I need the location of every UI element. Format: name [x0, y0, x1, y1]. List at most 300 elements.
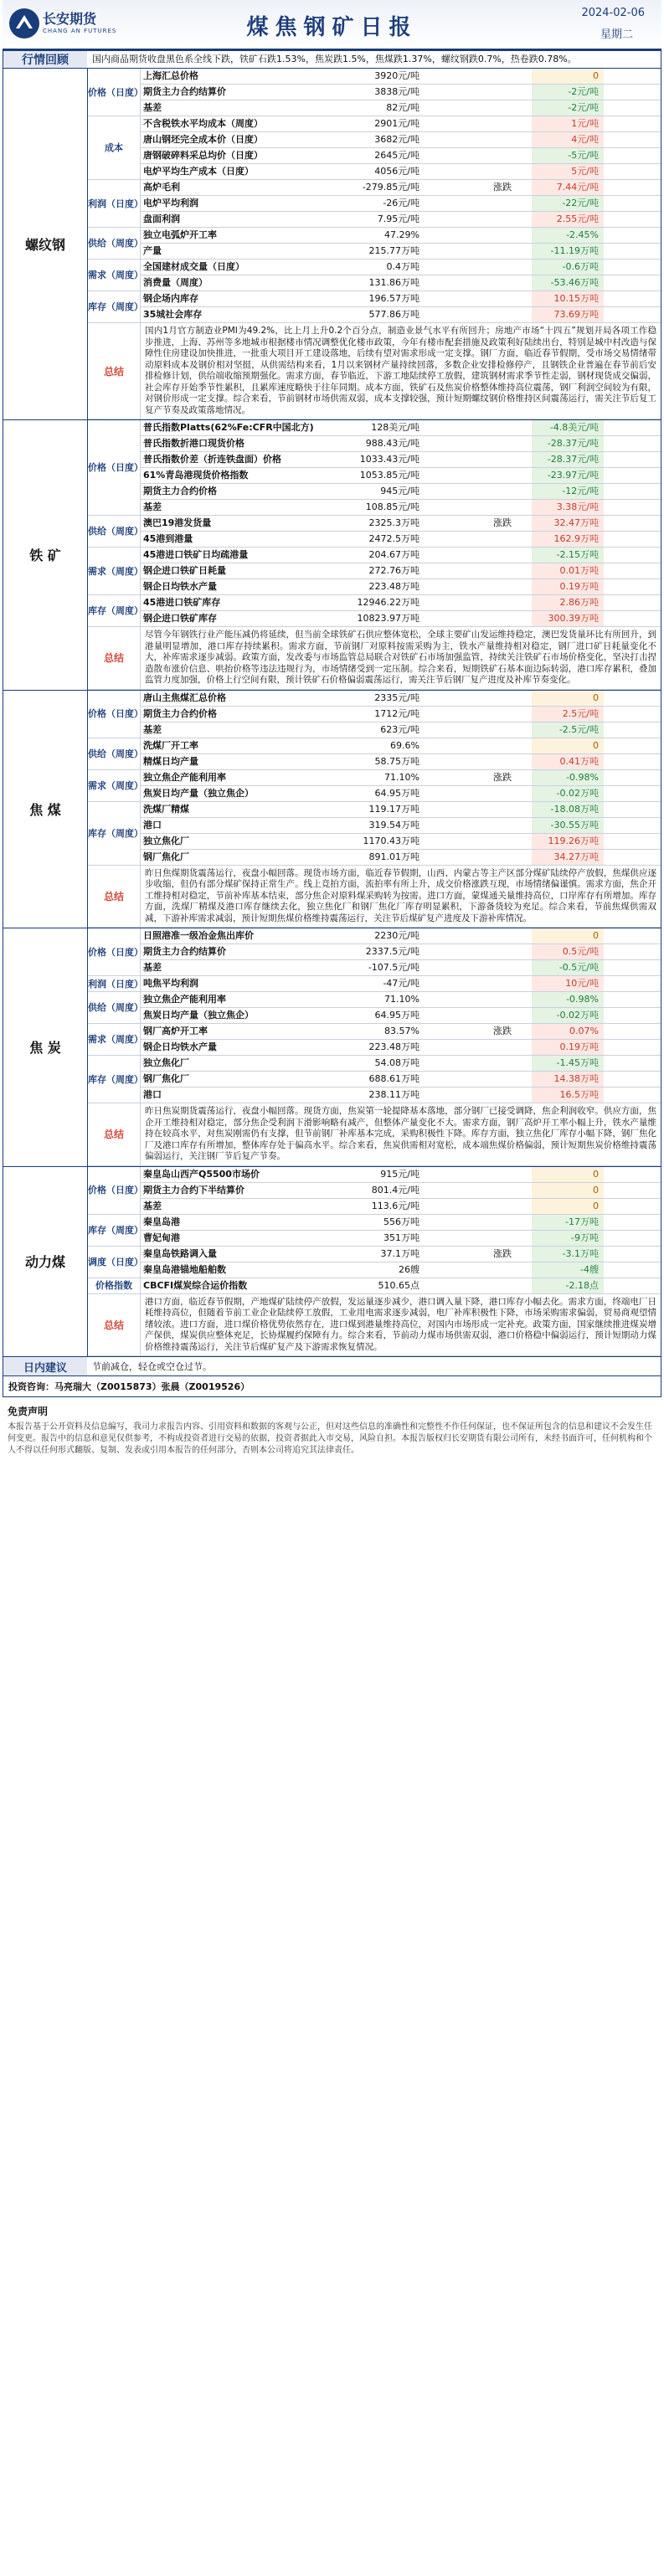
indicator-value: 688.61万吨 [368, 1073, 420, 1084]
change-tag: 涨跌 [493, 771, 512, 783]
indicator-name: 独立电弧炉开工率 [143, 229, 217, 240]
table-row [141, 834, 661, 850]
summary-label: 总结 [88, 323, 141, 419]
spacer [423, 148, 473, 163]
table-row [141, 1087, 661, 1103]
indicator-name: 唐钢破碎料采总均价（日度） [143, 150, 263, 161]
change-tag [473, 611, 532, 626]
iron-ore-section [3, 420, 661, 691]
change-tag [473, 1040, 532, 1055]
logo-text: 长安期货 [43, 11, 97, 27]
indicator-value: 1712元/吨 [374, 707, 420, 719]
table-row [141, 244, 661, 260]
table-row [141, 1024, 661, 1040]
spacer [423, 818, 473, 833]
summary-text: 国内1月官方制造业PMI为49.2%，比上月上升0.2个百分点，制造业景气水平有所回升；房地产市场“十四五”规划开局各项工作稳步推进，上海、苏州等多地城市根据楼市情况调整优化楼市政策，今年有楼市配套措施及政策利好陆续出台，特别是城中村改造与保障性住房建设加快推进，一批重大项目开工建设落地，后续有望对需求形成一定支撑。钢厂方面，临近春节假期，受市场交易情绪带动原料成本及钢价相对坚挺，从供需结构来看，1月以来钢材产量持续回落，多数企业安排检修停产，且钢铁企业普遍在春节前后安排检修计划，供给端收缩预期强化。需求方面，春节临近，下游工地陆续停工放假，建筑钢材需求季节性走弱，钢材现货成交偏弱，社会库存开始季节性累积，且累库速度略快于往年同期。成本方面，铁矿石及焦炭价格整体维持高位震荡，钢厂利润空间较为有限，对钢价形成一定支撑。综合来看，节前钢材市场供需双弱，成本支撑较强，预计短期螺纹钢价格维持区间震荡运行，需关注节后复工复产节奏及政策落地情况。 [145, 326, 656, 415]
row-group [88, 228, 661, 260]
table-row [141, 1167, 661, 1183]
indicator-value: 577.86万吨 [368, 309, 420, 320]
table-row [141, 960, 661, 976]
table-row [141, 691, 661, 707]
change-tag [473, 944, 532, 959]
summary-label: 总结 [88, 1294, 141, 1356]
table-row [141, 611, 661, 627]
indicator-value: -279.85元/吨 [362, 182, 420, 193]
category-label: 价格（日度） [88, 691, 141, 738]
summary-row [88, 323, 661, 419]
change-value: 0.19万吨 [532, 1040, 604, 1055]
indicator-value: 83.57% [384, 1026, 420, 1036]
change-tag [473, 786, 532, 801]
indicator-name: 精煤日均产量 [143, 755, 198, 767]
change-tag: 涨跌 [493, 517, 512, 528]
row-group [88, 928, 661, 976]
category-label: 价格（日度） [88, 928, 141, 976]
spacer [423, 1231, 473, 1246]
change-value: 0 [532, 691, 604, 706]
spacer [423, 244, 473, 259]
indicator-name: 高炉毛利 [143, 182, 180, 193]
change-value: -0.5元/吨 [532, 960, 604, 975]
change-tag [473, 992, 532, 1007]
spacer [423, 116, 473, 131]
spacer [423, 944, 473, 959]
indicator-name: 吨焦平均利润 [143, 978, 198, 989]
indicator-value: 71.10% [384, 771, 420, 783]
indicator-value: 3920元/吨 [374, 70, 420, 81]
change-value: 0.19万吨 [532, 579, 604, 594]
table-row [141, 1262, 661, 1278]
change-value: 4元/吨 [532, 132, 604, 147]
change-value: 0.41万吨 [532, 754, 604, 769]
change-value: 0 [532, 738, 604, 753]
indicator-name: 澳巴19港发货量 [143, 517, 212, 528]
change-tag [473, 69, 532, 84]
spacer [423, 1183, 473, 1198]
change-value: 0 [532, 1183, 604, 1198]
indicator-name: 港口 [143, 1089, 162, 1100]
indicator-value: 37.1万吨 [380, 1247, 420, 1259]
indicator-value: 108.85元/吨 [365, 501, 420, 512]
row-group [88, 291, 661, 323]
spacer [423, 516, 473, 531]
indicator-value: 58.75万吨 [374, 755, 420, 767]
change-value: -28.37元/吨 [532, 436, 604, 451]
change-value: 34.27万吨 [532, 850, 604, 865]
change-value: -1.45万吨 [532, 1056, 604, 1071]
change-tag [473, 1215, 532, 1230]
category-label: 供给（周度） [88, 516, 141, 548]
change-value: -2.18点 [532, 1278, 604, 1293]
spacer [423, 579, 473, 594]
table-row [141, 500, 661, 516]
indicator-name: 钢企进口铁矿日耗量 [143, 565, 226, 576]
table-row [141, 595, 661, 611]
row-group [88, 1056, 661, 1103]
indicator-value: 131.86万吨 [368, 277, 420, 288]
indicator-name: 独立焦企产能利用率 [143, 994, 226, 1005]
spacer [423, 722, 473, 738]
change-tag [473, 1072, 532, 1087]
change-tag [473, 484, 532, 499]
indicator-value: 1170.43万吨 [363, 835, 420, 846]
disclaimer-title: 免责声明 [8, 1406, 49, 1417]
thermal-coal-section [3, 1167, 661, 1358]
coking-coal-section [3, 691, 661, 929]
table-row [141, 85, 661, 100]
table-row [141, 1072, 661, 1087]
row-group [88, 976, 661, 992]
spacer [423, 69, 473, 84]
table-row [141, 484, 661, 500]
change-value: -2元/吨 [532, 100, 604, 116]
table-row [141, 1199, 661, 1215]
table-row [141, 850, 661, 866]
thermal-coal-section-title: 动力煤 [24, 1254, 65, 1271]
table-row [141, 180, 661, 196]
change-tag [473, 1262, 532, 1278]
category-label: 调度（日度） [88, 1247, 141, 1278]
change-tag [473, 500, 532, 515]
change-tag [473, 468, 532, 483]
change-tag [473, 1167, 532, 1182]
indicator-name: 45港进口铁矿库存 [143, 597, 221, 608]
row-group [88, 1215, 661, 1247]
change-value: 0 [532, 1199, 604, 1214]
change-tag [473, 228, 532, 243]
change-value: -23.97元/吨 [532, 468, 604, 483]
indicator-name: 不含税铁水平均成本（周度） [143, 118, 263, 129]
change-value: -3.1万吨 [532, 1247, 604, 1262]
row-group [88, 1024, 661, 1056]
indicator-name: CBCFI煤炭综合运价指数 [143, 1279, 248, 1291]
change-tag [473, 260, 532, 275]
change-tag [473, 976, 532, 991]
indicator-name: 焦炭日均产量（独立焦企） [143, 787, 254, 799]
indicator-value: 272.76万吨 [368, 565, 420, 576]
table-row [141, 275, 661, 291]
indicator-value: 26艘 [399, 1263, 420, 1275]
indicator-name: 钢厂焦化厂 [143, 1073, 189, 1084]
spacer [423, 786, 473, 801]
indicator-value: 2645元/吨 [374, 150, 420, 161]
change-value: 5元/吨 [532, 164, 604, 179]
spacer [423, 1040, 473, 1055]
change-tag [473, 738, 532, 753]
table-row [141, 928, 661, 944]
spacer [423, 802, 473, 817]
change-tag [473, 244, 532, 259]
change-tag [473, 928, 532, 944]
indicator-value: 915元/吨 [380, 1168, 420, 1180]
category-label: 价格（日度） [88, 420, 141, 516]
category-label: 供给（周度） [88, 738, 141, 770]
spacer [423, 212, 473, 227]
row-group [88, 595, 661, 627]
intraday-advice-text: 节前减仓，轻仓或空仓过节。 [92, 1361, 212, 1372]
change-tag [473, 436, 532, 451]
change-value: -0.02万吨 [532, 1008, 604, 1023]
table-row [141, 116, 661, 132]
change-value: 1元/吨 [532, 116, 604, 131]
indicator-value: 12946.22万吨 [357, 597, 420, 608]
indicator-value: 238.11万吨 [368, 1089, 420, 1100]
row-group [88, 69, 661, 116]
indicator-name: 期货主力合约结算价 [143, 946, 226, 957]
table-row [141, 1183, 661, 1199]
summary-row [88, 1103, 661, 1166]
table-row [141, 307, 661, 323]
indicator-name: 钢企日均铁水产量 [143, 581, 217, 592]
indicator-value: 128美元/吨 [371, 422, 420, 433]
spacer [423, 611, 473, 626]
row-group [88, 802, 661, 866]
indicator-value: -47元/吨 [383, 978, 420, 989]
spacer [423, 976, 473, 991]
row-group [88, 116, 661, 180]
change-value: 7.44元/吨 [532, 180, 604, 195]
indicator-name: 消费量（周度） [143, 277, 208, 288]
spacer [423, 1262, 473, 1278]
change-tag [473, 818, 532, 833]
table-row [141, 1056, 661, 1072]
spacer [423, 196, 473, 211]
spacer [423, 691, 473, 706]
change-value: 14.38万吨 [532, 1072, 604, 1087]
table-row [141, 786, 661, 802]
page-title: 煤焦钢矿日报 [246, 15, 418, 40]
change-tag [473, 595, 532, 610]
spacer [423, 436, 473, 451]
change-value: 0 [532, 928, 604, 944]
category-label: 库存（周度） [88, 1215, 141, 1247]
change-value: -2.5元/吨 [532, 722, 604, 738]
change-value: 0 [532, 1167, 604, 1182]
change-value: -2.45% [532, 228, 604, 243]
row-group [88, 738, 661, 770]
change-tag [473, 754, 532, 769]
table-row [141, 228, 661, 244]
summary-text: 昨日焦炭期货震荡运行，夜盘小幅回落。现货方面，焦炭第一轮提降基本落地，部分钢厂已接受调降，焦企利润收窄。供应方面，焦企开工维持相对稳定，部分焦企受利润下滑影响略有减产，但整体产量变化不大。需求方面，钢厂高炉开工率小幅上升，铁水产量维持在较高水平，对焦炭刚需仍有支撑，但节前钢厂补库基本完成，采购积极性下降。库存方面，独立焦化厂库存小幅下降，钢厂焦化厂及港口库存有所增加，整体库存处于偏高水平。综合来看，焦炭供需相对宽松，成本端焦煤价格偏弱，预计短期焦炭价格维持震荡偏弱运行，关注钢厂节后复产节奏。 [145, 1106, 656, 1161]
indicator-value: 113.6元/吨 [371, 1200, 420, 1211]
spacer [423, 307, 473, 322]
table-row [141, 579, 661, 595]
table-row [141, 1231, 661, 1247]
indicator-value: 215.77万吨 [368, 245, 420, 256]
spacer [423, 548, 473, 563]
change-tag [473, 420, 532, 435]
report-page [3, 0, 661, 1457]
spacer [423, 85, 473, 100]
change-value: -11.19万吨 [532, 244, 604, 259]
change-value: 10.15万吨 [532, 291, 604, 306]
change-tag [473, 1087, 532, 1103]
spacer [423, 275, 473, 291]
intraday-advice [3, 1357, 661, 1376]
change-tag [473, 85, 532, 100]
indicator-name: 洗煤厂精煤 [143, 803, 189, 815]
summary-text: 尽管今年钢铁行业产能压减仍将延续，但当前全球铁矿石供应整体宽松，全球主要矿山发运维持稳定，澳巴发货量环比有所回升，到港量明显增加，港口库存持续累积。需求方面，节前钢厂对原料按需采购为主，铁水产量维持相对稳定，钢厂进口矿日耗量变化不大，补库需求逐步减弱。政策方面，发改委与市场监管总局联合对铁矿石市场加强监管，持续关注铁矿石市场价格变化，坚决打击捏造散布涨价信息、哄抬价格等违法违规行为，市场情绪受到一定压制。综合来看，短期铁矿石基本面边际转弱，港口库存累积，叠加监管力度加强，价格上行空间有限，预计铁矿石价格偏弱震荡运行，需关注节后钢厂复产进度及补库节奏变化。 [145, 630, 656, 685]
change-tag [473, 307, 532, 322]
row-group [88, 1278, 661, 1294]
change-tag [473, 212, 532, 227]
iron-ore-table [87, 420, 661, 690]
indicator-name: 洗煤厂开工率 [143, 739, 198, 751]
category-label: 库存（周度） [88, 291, 141, 323]
indicator-value: 69.6% [390, 739, 420, 751]
change-value: 300.39万吨 [532, 611, 604, 626]
change-value: 2.86万吨 [532, 595, 604, 610]
category-label: 供给（周度） [88, 992, 141, 1024]
change-value: -28.37元/吨 [532, 452, 604, 467]
change-value: 16.5万吨 [532, 1087, 604, 1103]
indicator-value: 801.4元/吨 [371, 1184, 420, 1195]
category-label: 库存（周度） [88, 595, 141, 627]
category-label: 价格（日度） [88, 1167, 141, 1215]
table-row [141, 802, 661, 818]
coke-section [3, 928, 661, 1167]
summary-row [88, 1294, 661, 1357]
table-row [141, 468, 661, 484]
indicator-name: 基差 [143, 501, 162, 512]
indicator-value: 510.65点 [378, 1279, 420, 1291]
spacer [423, 260, 473, 275]
change-value: -2.15万吨 [532, 548, 604, 563]
indicator-value: 945元/吨 [380, 486, 420, 496]
change-tag [473, 275, 532, 291]
change-tag [473, 532, 532, 547]
table-row [141, 291, 661, 307]
category-label: 价格指数 [88, 1278, 141, 1294]
spacer [423, 707, 473, 722]
table-row [141, 420, 661, 436]
spacer [423, 834, 473, 849]
change-tag [473, 722, 532, 738]
category-label: 需求（周度） [88, 770, 141, 802]
table-row [141, 436, 661, 452]
market-review [3, 50, 661, 69]
coke-section-title: 焦 炭 [29, 1040, 61, 1057]
row-group [88, 260, 661, 291]
change-tag [473, 1008, 532, 1023]
table-row [141, 196, 661, 212]
indicator-name: 期货主力合约结算价 [143, 86, 226, 97]
indicator-value: 204.67万吨 [368, 549, 420, 560]
summary-text: 昨日焦煤期货震荡运行，夜盘小幅回落。现货市场方面，临近春节假期，山西、内蒙古等主产区部分煤矿陆续停产放假，焦煤供应逐步收缩，但仍有部分煤矿保持正常生产。线上竞拍方面，流拍率有所上升，成交价格涨跌互现，市场情绪偏谨慎。需求方面，焦企开工维持相对稳定，节前补库基本结束，部分焦企对原料煤采购转为按需。进口方面，蒙煤通关量维持高位，口岸库存有所增加。库存方面，洗煤厂精煤及港口库存继续去化，独立焦化厂和钢厂焦化厂库存明显累积，下游备货较为充足。综合来看，节前焦煤供需双减，下游补库需求减弱，预计短期焦煤价格维持震荡运行，关注节后煤矿复产进度及下游补库情况。 [145, 867, 656, 923]
spacer [423, 738, 473, 753]
indicator-name: 期货主力合约价格 [143, 486, 217, 496]
row-group [88, 516, 661, 548]
indicator-name: 日照港准一级冶金焦出库价 [143, 930, 254, 941]
indicator-value: 64.95万吨 [374, 787, 420, 799]
indicator-name: 钢企场内库存 [143, 293, 198, 304]
indicator-name: 唐山主焦煤汇总价格 [143, 692, 226, 703]
summary-label: 总结 [88, 1103, 141, 1165]
change-value: 73.69万吨 [532, 307, 604, 322]
change-tag [473, 116, 532, 131]
table-row [141, 992, 661, 1008]
spacer [423, 100, 473, 116]
coking-coal-table [87, 691, 661, 928]
indicator-name: 唐山钢坯完全成本价（日度） [143, 134, 263, 145]
spacer [423, 960, 473, 975]
spacer [423, 228, 473, 243]
category-label: 价格（日度） [88, 69, 141, 116]
spacer [423, 468, 473, 483]
logo-subtext: CHANG AN FUTURES [43, 28, 117, 34]
spacer [423, 164, 473, 179]
indicator-name: 基差 [143, 723, 162, 735]
change-value: -2元/吨 [532, 85, 604, 100]
rebar-table [87, 69, 661, 419]
change-value: -53.46万吨 [532, 275, 604, 291]
spacer [423, 1199, 473, 1214]
indicator-name: 普氏指数价差（折连铁盘面）价格 [143, 454, 281, 465]
indicator-name: 钢企日均铁水产量 [143, 1041, 217, 1052]
row-group [88, 992, 661, 1024]
table-row [141, 532, 661, 548]
indicator-name: 港口 [143, 819, 162, 830]
change-tag [473, 802, 532, 817]
change-value: -0.98% [532, 992, 604, 1007]
indicator-value: 223.48万吨 [368, 1041, 420, 1052]
category-label: 成本 [88, 116, 141, 180]
table-row [141, 148, 661, 164]
indicator-name: 秦皇岛港 [143, 1216, 180, 1227]
indicator-name: 独立焦化厂 [143, 835, 189, 846]
change-tag: 涨跌 [493, 1247, 512, 1259]
change-value: -18.08万吨 [532, 802, 604, 817]
change-value: 162.9万吨 [532, 532, 604, 547]
change-value: 10元/吨 [532, 976, 604, 991]
indicator-value: 319.54万吨 [368, 819, 420, 830]
spacer [423, 1215, 473, 1230]
table-row [141, 164, 661, 180]
indicator-value: 119.17万吨 [368, 803, 420, 815]
spacer [423, 595, 473, 610]
iron-ore-section-title: 铁 矿 [29, 548, 61, 564]
change-value: -5元/吨 [532, 148, 604, 163]
indicator-value: 891.01万吨 [368, 851, 420, 862]
row-group [88, 420, 661, 516]
spacer [423, 770, 473, 785]
table-row [141, 516, 661, 532]
spacer [423, 1167, 473, 1182]
spacer [423, 180, 473, 195]
indicator-value: 0.4万吨 [386, 261, 420, 272]
table-row [141, 754, 661, 770]
indicator-name: 独立焦化厂 [143, 1057, 189, 1068]
row-group [88, 180, 661, 228]
coking-coal-section-title: 焦 煤 [29, 801, 61, 818]
indicator-value: 4056元/吨 [374, 166, 420, 177]
category-label: 供给（周度） [88, 228, 141, 260]
table-row [141, 707, 661, 722]
spacer [423, 1278, 473, 1293]
rebar-section [3, 69, 661, 420]
change-tag [473, 707, 532, 722]
spacer [423, 1024, 473, 1039]
indicator-value: 3682元/吨 [374, 134, 420, 145]
intraday-advice-label: 日内建议 [3, 1357, 87, 1375]
spacer [423, 532, 473, 547]
indicator-name: 钢企进口铁矿库存 [143, 613, 217, 624]
change-tag [473, 563, 532, 578]
summary-row [88, 866, 661, 928]
table-row [141, 944, 661, 960]
market-review-label: 行情回顾 [3, 51, 87, 68]
change-value: -22元/吨 [532, 196, 604, 211]
